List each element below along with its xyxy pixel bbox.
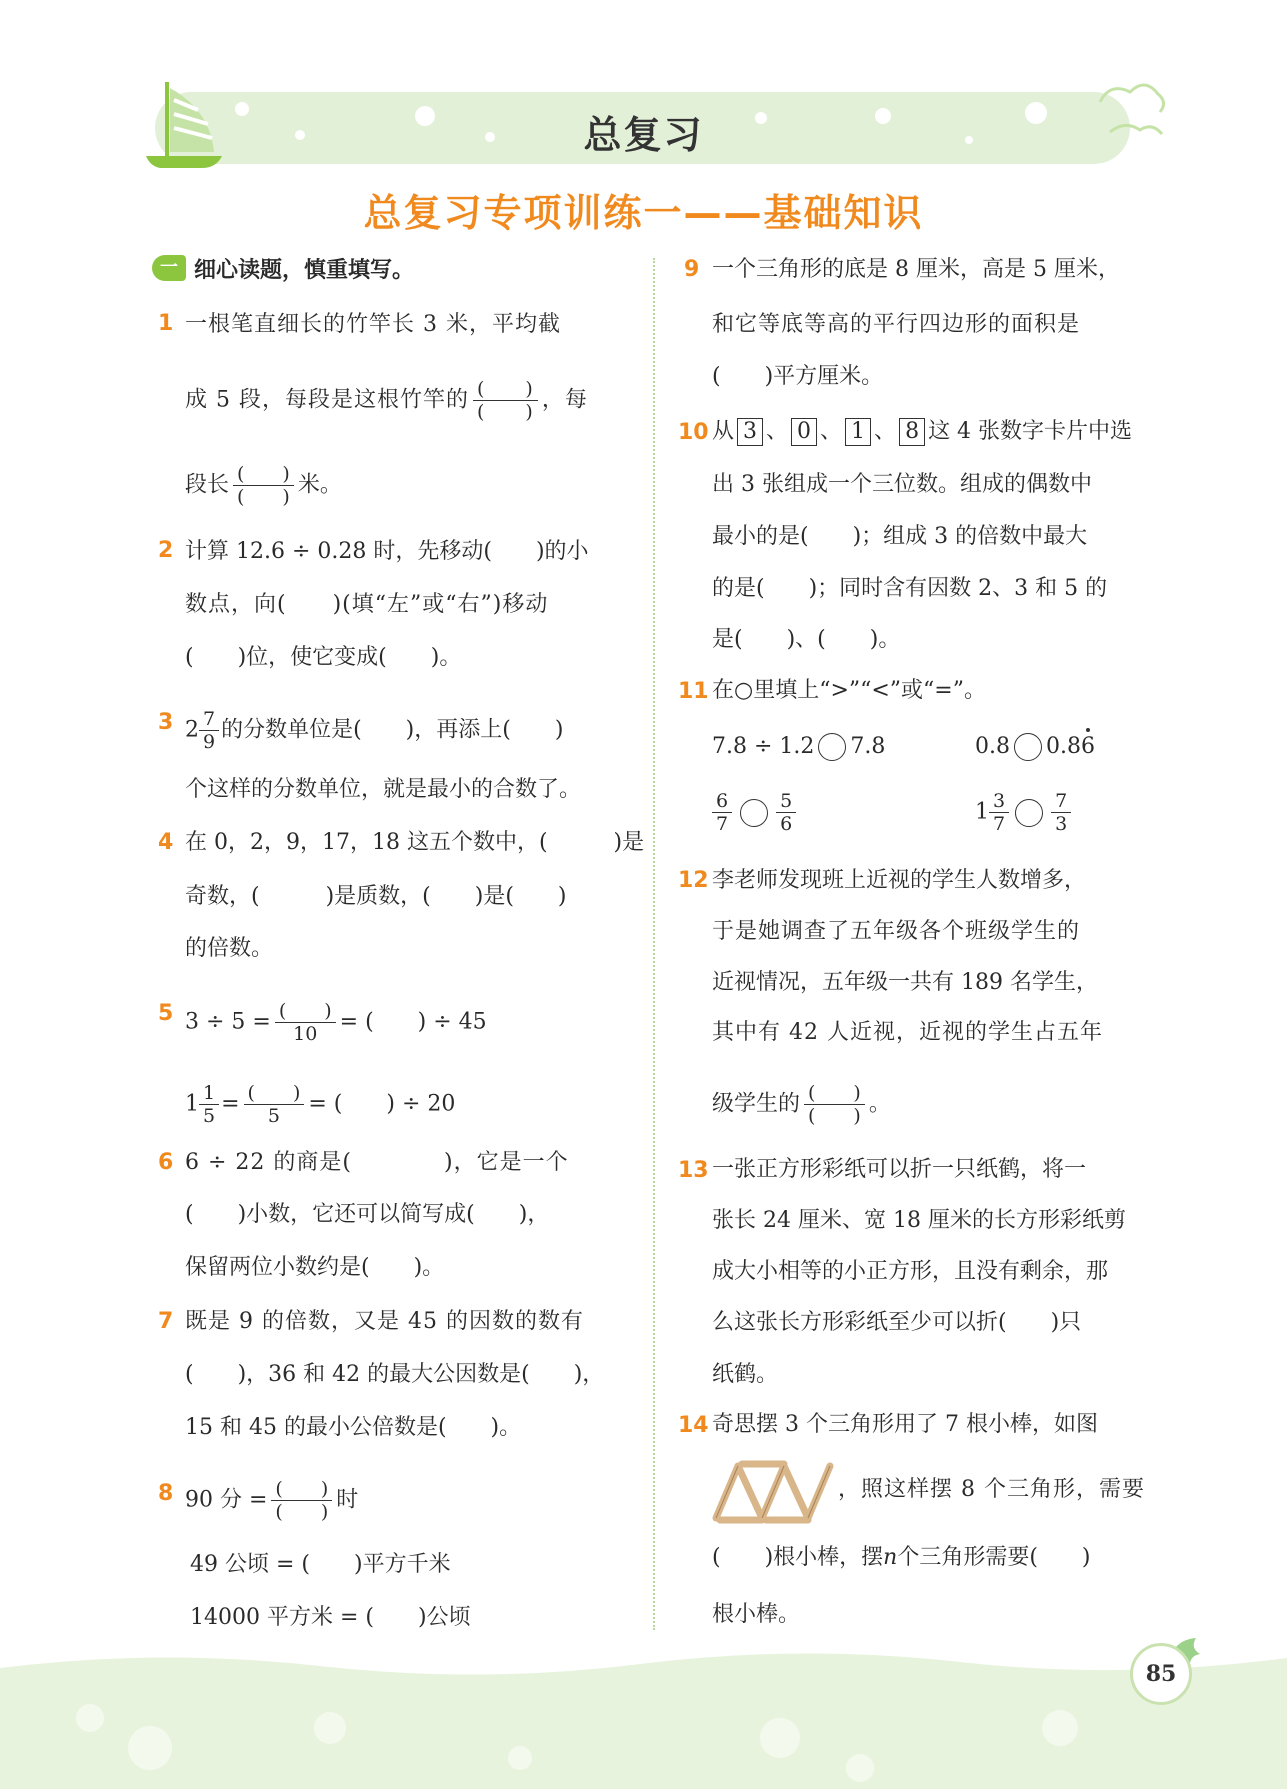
q12-line3: 近视情况，五年级一共有 189 名学生，	[712, 970, 1098, 995]
digit-card: 8	[899, 418, 925, 446]
q1-line2	[185, 378, 588, 423]
mixed-number-fraction	[199, 708, 219, 753]
column-divider	[653, 258, 655, 1630]
question-number: 13	[678, 1158, 709, 1183]
fraction	[776, 790, 796, 835]
q2-line2[interactable]: 数点，向( )(填“左”或“右”)移动	[185, 592, 549, 617]
separator: 、	[874, 419, 897, 444]
q3-line1[interactable]	[185, 708, 563, 753]
q14-line3-tail[interactable]: 个三角形需要( )	[897, 1545, 1091, 1570]
question-number: 14	[678, 1413, 709, 1438]
q5-line2[interactable]	[185, 1082, 455, 1127]
q8-line1[interactable]	[185, 1478, 358, 1523]
separator: 、	[766, 419, 789, 444]
answer-fraction[interactable]	[271, 1478, 332, 1523]
digit-card: 3	[737, 418, 763, 446]
question-number: 1	[158, 311, 174, 336]
fraction-denominator-blank[interactable]: ( )	[233, 485, 294, 508]
separator: 、	[820, 419, 843, 444]
fraction	[712, 790, 732, 835]
q1-line1: 一根笔直细长的竹竿长 3 米，平均截	[185, 312, 561, 337]
q1-line2-text: 成 5 段，每段是这根竹竿的	[185, 387, 469, 413]
q10-post: 这 4 张数字卡片中选	[928, 419, 1133, 444]
q8-expr: 90 分 =	[185, 1487, 268, 1513]
q7-line1: 既是 9 的倍数，又是 45 的因数的数有	[185, 1309, 584, 1334]
answer-fraction[interactable]	[275, 1000, 336, 1045]
q14-line4: 根小棒。	[712, 1602, 801, 1627]
question-number: 11	[678, 679, 709, 704]
answer-fraction[interactable]	[244, 1082, 305, 1127]
q13-line2: 张长 24 厘米、宽 18 厘米的长方形彩纸剪	[712, 1208, 1126, 1233]
q5-line1[interactable]	[185, 1000, 487, 1045]
fraction-denominator: 7	[989, 812, 1009, 835]
q5-expr1-tail[interactable]: = ( ) ÷ 45	[339, 1009, 487, 1035]
page-subtitle: 总复习专项训练一——基础知识	[363, 191, 924, 235]
fraction-denominator: 6	[776, 812, 796, 835]
compare-circle[interactable]	[1014, 733, 1042, 761]
q6-line2[interactable]: ( )小数，它还可以简写成( )，	[185, 1202, 550, 1227]
fraction-denominator: 5	[199, 1104, 219, 1127]
mixed-number-whole: 2	[185, 717, 199, 743]
q10-line1	[712, 417, 1132, 447]
q13-line4[interactable]: 么这张长方形彩纸至少可以折( )只	[712, 1310, 1082, 1335]
q13-line5: 纸鹤。	[712, 1362, 779, 1387]
answer-fraction[interactable]	[804, 1082, 865, 1127]
q8-unit: 时	[336, 1487, 359, 1513]
page-number: 85	[1130, 1643, 1192, 1705]
q1-line3-text: 段长	[185, 472, 230, 498]
q1-line2-tail: ，每	[541, 387, 588, 413]
fraction-denominator-blank[interactable]: ( )	[473, 400, 538, 423]
section-tag: 一	[152, 255, 186, 281]
digit-card: 0	[791, 418, 817, 446]
q12-line4: 其中有 42 人近视，近视的学生占五年	[712, 1020, 1103, 1045]
variable-n: n	[883, 1545, 898, 1570]
q12-line5-tail: 。	[868, 1091, 891, 1117]
q12-line1: 李老师发现班上近视的学生人数增多，	[712, 868, 1087, 893]
banner-title: 总复习	[583, 113, 704, 157]
q2-line3[interactable]: ( )位，使它变成( )。	[185, 645, 462, 670]
fraction-numerator: 7	[203, 708, 216, 730]
question-number: 9	[684, 257, 700, 282]
q8-line2[interactable]: 49 公顷 = ( )平方千米	[190, 1552, 451, 1577]
q11-expr1[interactable]	[712, 732, 885, 762]
compare-circle[interactable]	[1015, 799, 1043, 827]
expr-right: 7.8	[850, 734, 886, 759]
fraction-numerator-blank[interactable]: ( )	[808, 1082, 861, 1104]
fraction	[1051, 790, 1071, 835]
fraction-numerator-blank[interactable]: ( )	[237, 463, 290, 485]
q10-line3[interactable]: 最小的是( )；组成 3 的倍数中最大	[712, 524, 1088, 549]
q5-equals: =	[221, 1091, 240, 1117]
fraction-numerator-blank[interactable]: ( )	[275, 1478, 329, 1500]
q8-line3[interactable]: 14000 平方米 = ( )公顷	[190, 1605, 471, 1630]
mixed-number-whole: 1	[975, 799, 989, 825]
fraction-numerator-blank[interactable]: ( )	[476, 378, 534, 400]
q7-line3[interactable]: 15 和 45 的最小公倍数是( )。	[185, 1415, 522, 1440]
question-number: 4	[158, 830, 174, 855]
q14-line1: 奇思摆 3 个三角形用了 7 根小棒，如图	[712, 1412, 1098, 1437]
q3-line1-text[interactable]: 的分数单位是( )，再添上( )	[221, 717, 564, 743]
fraction-numerator-blank[interactable]: ( )	[278, 1000, 332, 1022]
q10-line5[interactable]: 是( )、( )。	[712, 627, 901, 652]
q10-line4[interactable]: 的是( )；同时含有因数 2、3 和 5 的	[712, 576, 1108, 601]
q1-line3-tail: 米。	[297, 472, 342, 498]
footer-wave	[0, 1648, 1287, 1789]
mixed-number-fraction	[199, 1082, 219, 1127]
q14-line3[interactable]	[712, 1543, 1091, 1573]
fraction-denominator: 7	[712, 812, 732, 835]
q2-line1[interactable]: 计算 12.6 ÷ 0.28 时，先移动( )的小	[185, 539, 589, 564]
fraction-numerator-blank[interactable]: ( )	[247, 1082, 301, 1104]
question-number: 12	[678, 868, 709, 893]
q1-line3	[185, 463, 342, 508]
q4-line1[interactable]: 在 0，2，9，17，18 这五个数中，( )是	[185, 830, 645, 855]
q12-line5-text: 级学生的	[712, 1091, 801, 1117]
fraction-numerator: 7	[1055, 790, 1068, 812]
q9-line2: 和它等底等高的平行四边形的面积是	[712, 312, 1081, 337]
q11-expr3[interactable]	[708, 790, 800, 835]
fraction-denominator: 10	[275, 1022, 336, 1045]
q12-line2: 于是她调查了五年级各个班级学生的	[712, 919, 1081, 944]
answer-fraction[interactable]	[473, 378, 538, 423]
fraction-denominator: 3	[1051, 812, 1071, 835]
question-number: 10	[678, 420, 709, 445]
q9-line1: 一个三角形的底是 8 厘米，高是 5 厘米，	[712, 257, 1120, 282]
q4-line2[interactable]: 奇数，( )是质数，( )是( )	[185, 884, 567, 909]
q10-pre: 从	[712, 419, 735, 444]
q11-expr2[interactable]	[975, 732, 1095, 762]
repeating-digit: 6	[1081, 732, 1095, 762]
fraction-denominator-blank[interactable]: ( )	[804, 1104, 865, 1127]
q14-line2: ，照这样摆 8 个三角形，需要	[838, 1477, 1145, 1502]
fraction-numerator: 5	[780, 790, 793, 812]
fraction-denominator-blank[interactable]: ( )	[271, 1500, 332, 1523]
q6-line3[interactable]: 保留两位小数约是( )。	[185, 1255, 445, 1280]
question-number: 5	[158, 1001, 174, 1026]
digit-card: 1	[845, 418, 871, 446]
compare-circle[interactable]	[818, 733, 846, 761]
q9-line3[interactable]: ( )平方厘米。	[712, 364, 884, 389]
question-number: 2	[158, 538, 174, 563]
fraction-numerator: 1	[203, 1082, 216, 1104]
mixed-number-whole: 1	[185, 1091, 199, 1117]
q5-expr2-tail[interactable]: = ( ) ÷ 20	[308, 1091, 456, 1117]
section-title: 细心读题，慎重填写。	[194, 258, 415, 283]
compare-circle[interactable]	[740, 799, 768, 827]
question-number: 3	[158, 710, 174, 735]
fraction-denominator: 5	[244, 1104, 305, 1127]
q12-line5[interactable]	[712, 1082, 891, 1127]
mixed-number-fraction	[989, 790, 1009, 835]
expr-left: 7.8 ÷ 1.2	[712, 734, 815, 759]
q13-line1: 一张正方形彩纸可以折一只纸鹤，将一	[712, 1157, 1087, 1182]
question-number: 7	[158, 1309, 174, 1334]
q13-line3: 成大小相等的小正方形，且没有剩余，那	[712, 1259, 1109, 1284]
answer-fraction[interactable]	[233, 463, 294, 508]
q5-expr1: 3 ÷ 5 =	[185, 1009, 271, 1035]
q11-line1: 在○里填上“>”“<”或“=”。	[712, 678, 986, 703]
question-number: 8	[158, 1481, 174, 1506]
fraction-numerator: 3	[993, 790, 1006, 812]
q11-expr4[interactable]	[975, 790, 1075, 835]
matchstick-triangles-icon	[710, 1458, 835, 1524]
q7-line2[interactable]: ( )，36 和 42 的最大公因数是( )，	[185, 1362, 605, 1387]
question-number: 6	[158, 1150, 174, 1175]
fraction-denominator: 9	[199, 730, 219, 753]
fraction-numerator: 6	[716, 790, 729, 812]
expr-right: 0.8	[1046, 734, 1081, 759]
q14-line3-text[interactable]: ( )根小棒，摆	[712, 1545, 884, 1570]
q10-line2: 出 3 张组成一个三位数。组成的偶数中	[712, 472, 1092, 497]
expr-left: 0.8	[975, 734, 1010, 759]
q6-line1[interactable]: 6 ÷ 22 的商是( )，它是一个	[185, 1150, 569, 1175]
q4-line3: 的倍数。	[185, 936, 274, 961]
q3-line2: 个这样的分数单位，就是最小的合数了。	[185, 777, 582, 802]
